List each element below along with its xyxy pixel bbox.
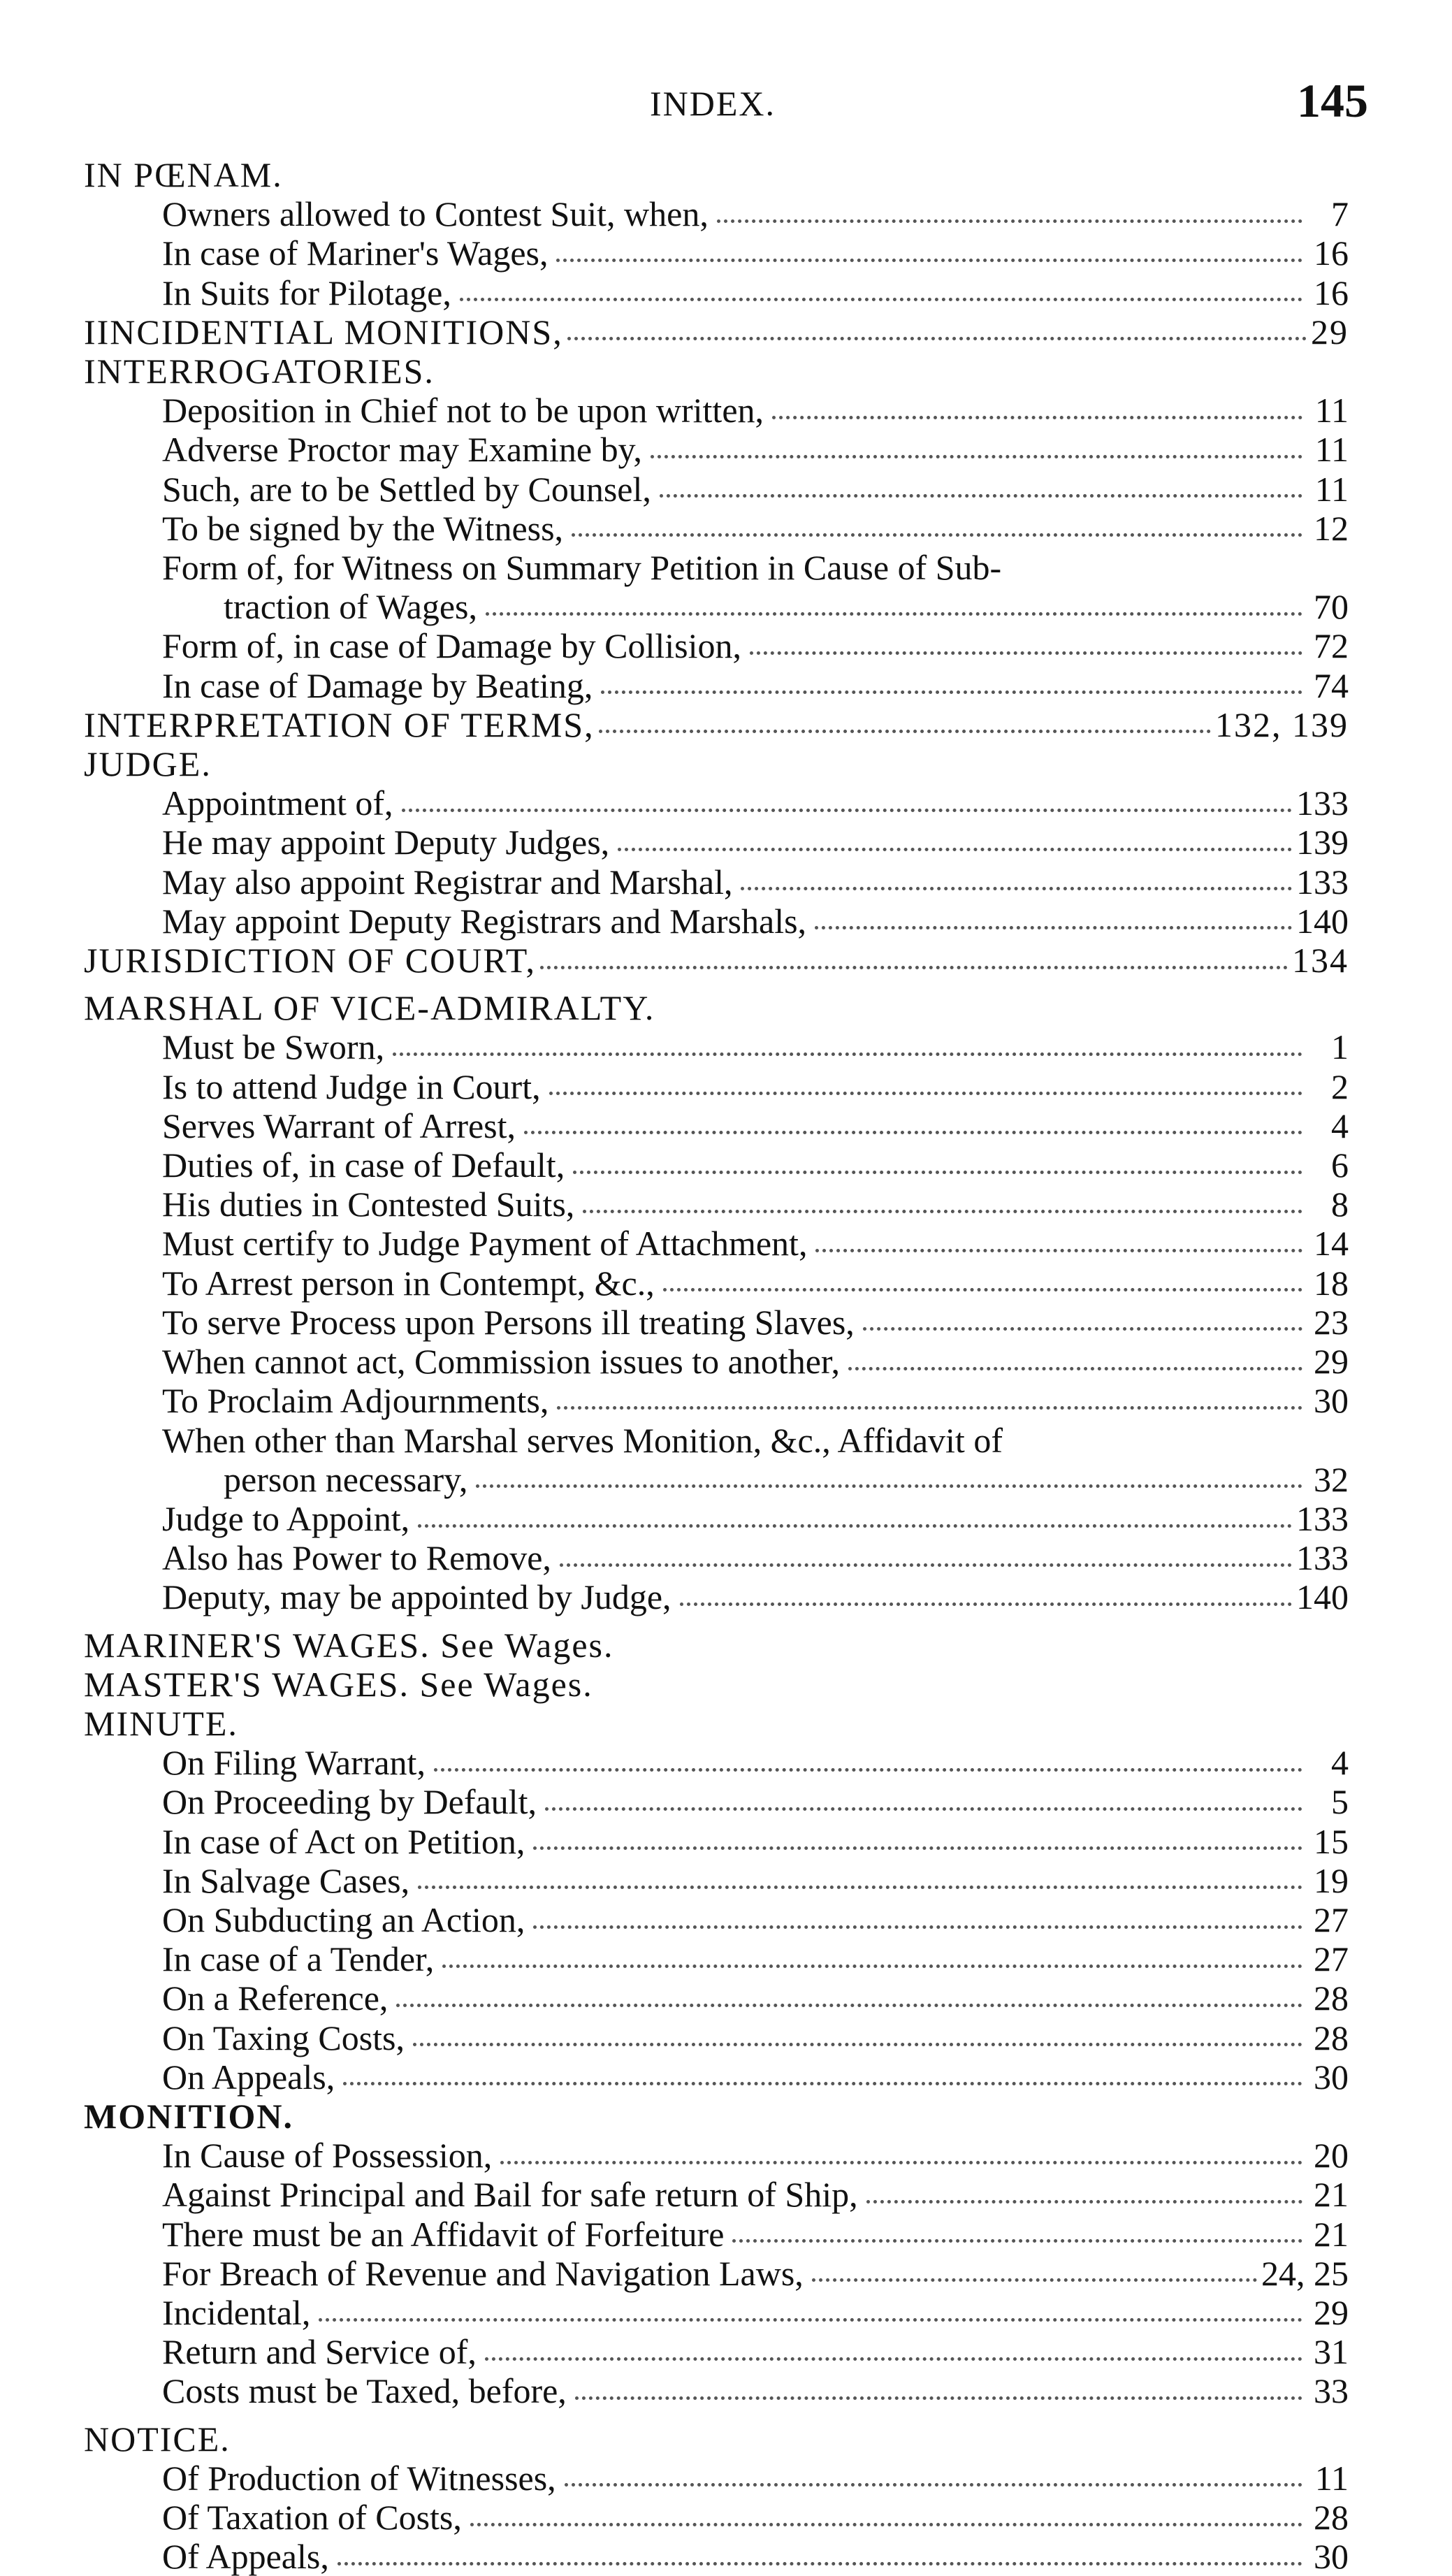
index-entry <box>84 2537 1370 2576</box>
index-entry <box>84 2215 1370 2254</box>
index-entry <box>84 194 1370 233</box>
entry-label: To be signed by the Witness, <box>162 508 564 548</box>
index-entry <box>84 509 1370 548</box>
entry-label: When cannot act, Commission issues to another, <box>162 1342 841 1382</box>
entry-label: May appoint Deputy Registrars and Marshals, <box>162 901 807 941</box>
dot-leader <box>772 416 1302 419</box>
entry-label: On Proceeding by Default, <box>162 1782 537 1822</box>
entry-pages: 28 <box>1314 2018 1349 2057</box>
index-entry <box>84 1145 1370 1185</box>
index-entry <box>84 1978 1370 2018</box>
index-entry <box>84 862 1370 902</box>
entry-pages: 29 <box>1314 1342 1349 1382</box>
dot-leader <box>560 1563 1292 1567</box>
entry-label: Return and Service of, <box>162 2332 477 2372</box>
entry-pages: 11 <box>1314 2458 1349 2498</box>
index-entry <box>84 2254 1370 2293</box>
index-entry <box>84 1822 1370 1861</box>
section-heading-with-pages <box>84 312 1370 352</box>
entry-pages: 133 <box>1296 783 1349 823</box>
dot-leader <box>863 1327 1302 1331</box>
section-heading: INTERROGATORIES. <box>84 352 435 391</box>
dot-leader <box>343 2082 1302 2085</box>
index-entry <box>84 1303 1370 1342</box>
entry-label: He may appoint Deputy Judges, <box>162 823 610 862</box>
entry-label: Costs must be Taxed, before, <box>162 2371 567 2411</box>
entry-label: To Arrest person in Contempt, &c., <box>162 1263 655 1303</box>
entry-label: His duties in Contested Suits, <box>162 1185 575 1224</box>
entry-pages: 29 <box>1311 312 1349 352</box>
heading-label: IINCIDENTIAL MONITIONS, <box>84 312 563 352</box>
dot-leader <box>812 2278 1257 2282</box>
dot-leader <box>572 533 1302 537</box>
dot-leader <box>556 259 1302 262</box>
running-title: INDEX. <box>650 84 776 123</box>
index-entry <box>84 2332 1370 2371</box>
entry-label: Must certify to Judge Payment of Attachment, <box>162 1224 808 1264</box>
dot-leader <box>319 2318 1302 2322</box>
entry-label: May also appoint Registrar and Marshal, <box>162 862 733 902</box>
dot-leader <box>533 1846 1302 1850</box>
entry-label: Of Taxation of Costs, <box>162 2497 462 2537</box>
dot-leader <box>866 2200 1302 2204</box>
entry-label-continued: person necessary, <box>224 1459 468 1499</box>
entry-label: Is to attend Judge in Court, <box>162 1066 541 1106</box>
entry-pages: 132, 139 <box>1215 704 1349 744</box>
index-entry <box>84 2498 1370 2537</box>
dot-leader <box>413 2043 1302 2046</box>
entry-pages: 30 <box>1314 2537 1349 2576</box>
dot-leader <box>583 1210 1302 1213</box>
section-heading: MINUTE. <box>84 1703 238 1743</box>
section-heading: MASTER'S WAGES. See Wages. <box>84 1664 593 1704</box>
index-entry <box>84 1381 1370 1420</box>
index-entry <box>84 823 1370 862</box>
entry-label: Incidental, <box>162 2292 311 2332</box>
dot-leader <box>402 809 1292 812</box>
section-heading: MONITION. <box>84 2096 293 2136</box>
entry-label: Of Appeals, <box>162 2537 329 2576</box>
entry-label: Also has Power to Remove, <box>162 1538 551 1578</box>
entry-label: Appointment of, <box>162 783 393 823</box>
index-entry <box>84 470 1370 509</box>
entry-label: There must be an Affidavit of Forfeiture <box>162 2214 725 2254</box>
dot-leader <box>337 2562 1302 2566</box>
entry-pages: 31 <box>1314 2332 1349 2372</box>
dot-leader <box>567 337 1307 340</box>
entry-pages: 134 <box>1292 941 1349 981</box>
entry-label: In Salvage Cases, <box>162 1860 410 1900</box>
entry-pages: 14 <box>1314 1224 1349 1264</box>
index-entry <box>84 902 1370 941</box>
entry-pages: 28 <box>1314 2497 1349 2537</box>
entry-label: Duties of, in case of Default, <box>162 1145 565 1185</box>
entry-pages: 27 <box>1314 1900 1349 1939</box>
entry-label: Deputy, may be appointed by Judge, <box>162 1577 671 1617</box>
entry-pages: 21 <box>1314 2175 1349 2215</box>
dot-leader <box>732 2239 1302 2243</box>
dot-leader <box>500 2161 1302 2164</box>
dot-leader <box>663 1288 1302 1291</box>
index-entry <box>84 1861 1370 1900</box>
page-number: 145 <box>1297 74 1368 127</box>
entry-pages: 20 <box>1314 2136 1349 2176</box>
index-entry <box>84 2371 1370 2410</box>
entry-pages: 21 <box>1314 2214 1349 2254</box>
section-heading: MARSHAL OF VICE-ADMIRALTY. <box>84 988 655 1028</box>
dot-leader <box>486 612 1302 616</box>
entry-label: Adverse Proctor may Examine by, <box>162 430 642 470</box>
entry-pages: 11 <box>1314 469 1349 509</box>
entry-pages: 32 <box>1314 1459 1349 1499</box>
entry-label: Deposition in Chief not to be upon written, <box>162 391 764 430</box>
entry-label: Against Principal and Bail for safe return of Ship, <box>162 2175 858 2215</box>
entry-label-first-line: Form of, for Witness on Summary Petition in Cause of Sub- <box>162 548 1002 588</box>
entry-pages: 15 <box>1314 1821 1349 1861</box>
section-heading: IN PŒNAM. <box>84 155 283 194</box>
index-entry <box>84 1460 1370 1499</box>
dot-leader <box>476 1484 1302 1488</box>
dot-leader <box>460 298 1302 301</box>
entry-label: To serve Process upon Persons ill treating Slaves, <box>162 1302 855 1342</box>
entry-label: In case of Mariner's Wages, <box>162 233 549 273</box>
dot-leader <box>750 651 1302 655</box>
entry-pages: 23 <box>1314 1302 1349 1342</box>
index-entry <box>84 587 1370 626</box>
entry-pages: 29 <box>1314 2292 1349 2332</box>
entry-pages: 30 <box>1314 2057 1349 2097</box>
entry-pages: 30 <box>1314 1381 1349 1421</box>
index-entry <box>84 1342 1370 1381</box>
entry-pages: 16 <box>1314 273 1349 312</box>
index-entry <box>84 1743 1370 1782</box>
dot-leader <box>396 2004 1302 2007</box>
entry-label: In case of Damage by Beating, <box>162 665 593 705</box>
entry-label: Of Production of Witnesses, <box>162 2458 556 2498</box>
entry-label: On Taxing Costs, <box>162 2018 405 2057</box>
entry-pages: 33 <box>1314 2371 1349 2411</box>
dot-leader <box>599 730 1211 733</box>
index-entry <box>84 1782 1370 1821</box>
entry-pages: 139 <box>1296 823 1349 862</box>
index-entry <box>84 2175 1370 2214</box>
entry-label-first-line: When other than Marshal serves Monition, &c., Affidavit of <box>162 1420 1003 1460</box>
dot-leader <box>651 455 1302 458</box>
index-entry <box>84 783 1370 823</box>
entry-pages: 74 <box>1314 665 1349 705</box>
entry-pages: 11 <box>1314 430 1349 470</box>
entry-pages: 1 <box>1331 1027 1349 1067</box>
index-entry <box>84 1027 1370 1066</box>
dot-leader <box>524 1131 1302 1134</box>
heading-label: JURISDICTION OF COURT, <box>84 941 537 981</box>
entry-pages: 27 <box>1314 1939 1349 1979</box>
entry-pages: 140 <box>1296 1577 1349 1617</box>
entry-label: In case of Act on Petition, <box>162 1821 525 1861</box>
dot-leader <box>573 1171 1302 1174</box>
entry-pages: 140 <box>1296 901 1349 941</box>
index-entry <box>84 2459 1370 2498</box>
entry-pages: 18 <box>1314 1263 1349 1303</box>
dot-leader <box>717 219 1302 223</box>
dot-leader <box>442 1964 1302 1968</box>
index-entry <box>84 1538 1370 1577</box>
entry-label: Serves Warrant of Arrest, <box>162 1106 516 1145</box>
dot-leader <box>848 1367 1302 1370</box>
index-entry <box>84 1264 1370 1303</box>
entry-label: On Subducting an Action, <box>162 1900 525 1939</box>
entry-pages: 24, 25 <box>1261 2253 1349 2293</box>
entry-pages: 4 <box>1331 1743 1349 1783</box>
entry-label: On Filing Warrant, <box>162 1743 426 1783</box>
index-entry <box>84 626 1370 665</box>
dot-leader <box>815 926 1292 929</box>
dot-leader <box>660 494 1302 498</box>
index-entry <box>84 233 1370 273</box>
index-entry <box>84 391 1370 430</box>
entry-label: On a Reference, <box>162 1978 389 2018</box>
entry-pages: 72 <box>1314 626 1349 666</box>
entry-label-continued: traction of Wages, <box>224 587 477 627</box>
index-entry <box>84 2136 1370 2175</box>
entry-pages: 4 <box>1331 1106 1349 1145</box>
index-entry <box>84 273 1370 312</box>
section-heading: NOTICE. <box>84 2419 231 2459</box>
index-entry <box>84 1939 1370 1978</box>
dot-leader <box>393 1052 1302 1056</box>
entry-label: In Suits for Pilotage, <box>162 273 451 312</box>
dot-leader <box>418 1524 1292 1528</box>
entry-pages: 133 <box>1296 1538 1349 1578</box>
index-entry <box>84 1577 1370 1616</box>
dot-leader <box>545 1807 1302 1811</box>
dot-leader <box>680 1602 1292 1606</box>
dot-leader <box>815 1249 1302 1252</box>
dot-leader <box>549 1092 1302 1095</box>
index-entry <box>84 1499 1370 1538</box>
entry-label: Owners allowed to Contest Suit, when, <box>162 194 709 234</box>
entry-pages: 8 <box>1331 1185 1349 1224</box>
index-entry <box>84 1106 1370 1145</box>
dot-leader <box>540 966 1288 969</box>
entry-pages: 5 <box>1331 1782 1349 1822</box>
running-header <box>0 73 1452 129</box>
entry-label: For Breach of Revenue and Navigation Laws, <box>162 2253 804 2293</box>
dot-leader <box>557 1406 1302 1410</box>
dot-leader <box>565 2483 1302 2487</box>
dot-leader <box>618 848 1292 851</box>
dot-leader <box>575 2396 1302 2400</box>
entry-label: To Proclaim Adjournments, <box>162 1381 549 1421</box>
dot-leader <box>434 1768 1302 1772</box>
index-entry <box>84 2293 1370 2332</box>
entry-pages: 7 <box>1331 194 1349 234</box>
entry-label: Must be Sworn, <box>162 1027 385 1067</box>
index-entry <box>84 430 1370 469</box>
entry-pages: 19 <box>1314 1860 1349 1900</box>
section-heading: JUDGE. <box>84 744 212 784</box>
index-entry <box>84 1185 1370 1224</box>
entry-pages: 2 <box>1331 1066 1349 1106</box>
index-entry <box>84 1900 1370 1939</box>
entry-pages: 12 <box>1314 508 1349 548</box>
entry-pages: 70 <box>1314 587 1349 627</box>
index-entry <box>84 2057 1370 2097</box>
section-heading-with-pages <box>84 941 1370 980</box>
dot-leader <box>601 690 1302 694</box>
entry-label: In Cause of Possession, <box>162 2136 493 2176</box>
index-entry <box>84 1067 1370 1106</box>
index-entry <box>84 2018 1370 2057</box>
section-heading-with-pages <box>84 705 1370 744</box>
dot-leader <box>470 2523 1302 2526</box>
entry-label: Form of, in case of Damage by Collision, <box>162 626 742 666</box>
dot-leader <box>418 1886 1302 1889</box>
index-entry <box>84 1224 1370 1263</box>
entry-pages: 16 <box>1314 233 1349 273</box>
section-heading: MARINER'S WAGES. See Wages. <box>84 1625 614 1665</box>
entry-label: In case of a Tender, <box>162 1939 435 1979</box>
dot-leader <box>741 887 1292 890</box>
entry-pages: 28 <box>1314 1978 1349 2018</box>
index-entry <box>84 666 1370 705</box>
heading-label: INTERPRETATION OF TERMS, <box>84 704 595 744</box>
entry-pages: 11 <box>1314 391 1349 430</box>
dot-leader <box>533 1925 1302 1929</box>
entry-label: On Appeals, <box>162 2057 335 2097</box>
entry-pages: 133 <box>1296 1498 1349 1538</box>
entry-label: Such, are to be Settled by Counsel, <box>162 469 651 509</box>
entry-pages: 133 <box>1296 862 1349 902</box>
entry-pages: 6 <box>1331 1145 1349 1185</box>
entry-label: Judge to Appoint, <box>162 1498 410 1538</box>
index-body <box>84 155 1370 2576</box>
dot-leader <box>485 2357 1302 2361</box>
